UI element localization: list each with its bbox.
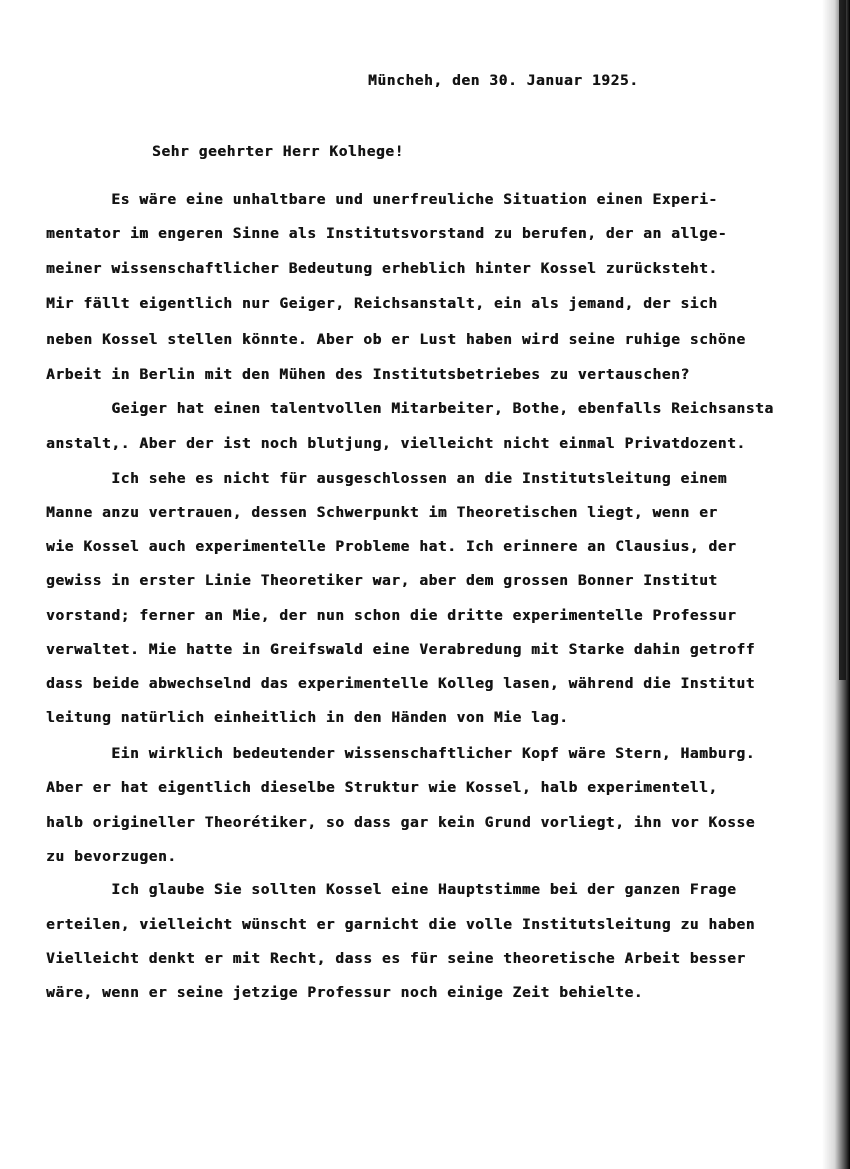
letter-line: wie Kossel auch experimentelle Probleme hat. Ich erinnere an Clausius, der — [46, 539, 737, 555]
letter-line: Mir fällt eigentlich nur Geiger, Reichsanstalt, ein als jemand, der sich — [46, 296, 718, 312]
letter-line: zu bevorzugen. — [46, 849, 177, 865]
letter-line: wäre, wenn er seine jetzige Professur noch einige Zeit behielte. — [46, 985, 644, 1001]
letter-line: Manne anzu vertrauen, dessen Schwerpunkt im Theoretischen liegt, wenn er — [46, 505, 718, 521]
letter-line: dass beide abwechselnd das experimentelle Kolleg lasen, während die Institut — [46, 676, 756, 692]
letter-line: verwaltet. Mie hatte in Greifswald eine Verabredung mit Starke dahin getroff — [46, 642, 756, 658]
letter-line: vorstand; ferner an Mie, der nun schon die dritte experimentelle Professur — [46, 608, 737, 624]
letter-line: Vielleicht denkt er mit Recht, dass es für seine theoretische Arbeit besser — [46, 951, 746, 967]
letter-line: Es wäre eine unhaltbare und unerfreuliche Situation einen Experi- — [46, 192, 718, 208]
letter-line: Ein wirklich bedeutender wissenschaftlicher Kopf wäre Stern, Hamburg. — [46, 746, 756, 762]
letter-line: neben Kossel stellen könnte. Aber ob er Lust haben wird seine ruhige schöne — [46, 332, 746, 348]
letter-line: Ich sehe es nicht für ausgeschlossen an die Institutsleitung einem — [46, 471, 728, 487]
letter-line: Ich glaube Sie sollten Kossel eine Hauptstimme bei der ganzen Frage — [46, 882, 737, 898]
letter-line: mentator im engeren Sinne als Institutsvorstand zu berufen, der an allge- — [46, 226, 728, 242]
letter-line: Aber er hat eigentlich dieselbe Struktur wie Kossel, halb experimentell, — [46, 780, 718, 796]
letter-line: halb origineller Theorétiker, so dass gar kein Grund vorliegt, ihn vor Kosse — [46, 815, 756, 831]
scan-edge-line — [839, 0, 846, 680]
letter-line: Arbeit in Berlin mit den Mühen des Institutsbetriebes zu vertauschen? — [46, 367, 690, 383]
letter-line: erteilen, vielleicht wünscht er garnicht die volle Institutsleitung zu haben — [46, 917, 756, 933]
letter-salutation: Sehr geehrter Herr Kolhege! — [152, 144, 404, 160]
letter-line: meiner wissenschaftlicher Bedeutung erheblich hinter Kossel zurücksteht. — [46, 261, 718, 277]
letter-line: gewiss in erster Linie Theoretiker war, aber dem grossen Bonner Institut — [46, 573, 718, 589]
letter-line: anstalt,. Aber der ist noch blutjung, vielleicht nicht einmal Privatdozent. — [46, 436, 746, 452]
letter-date: Müncheh, den 30. Januar 1925. — [368, 73, 639, 89]
letter-line: leitung natürlich einheitlich in den Händen von Mie lag. — [46, 710, 569, 726]
letter-line: Geiger hat einen talentvollen Mitarbeiter, Bothe, ebenfalls Reichsansta — [46, 401, 774, 417]
